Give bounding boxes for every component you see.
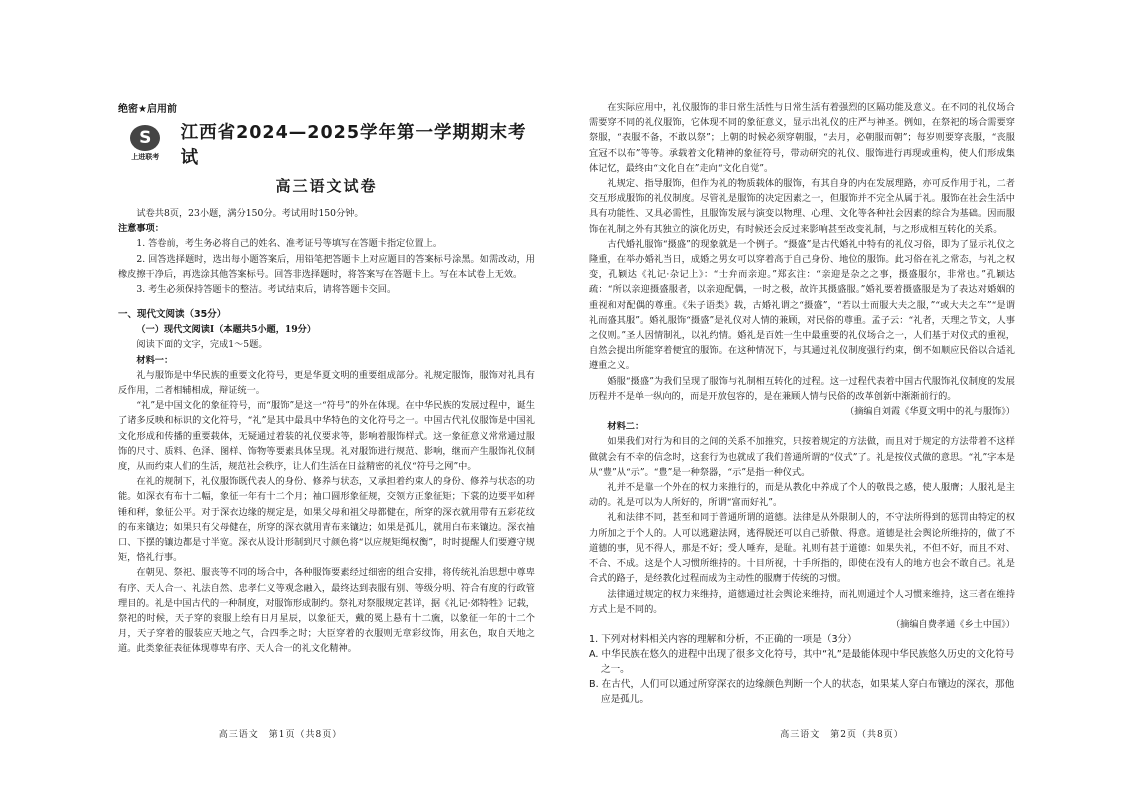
passage-paragraph: 法律通过规定的权力来维持，道德通过社会舆论来维持，而礼则通过个人习惯来维持，这三者在维持方式上是不同的。 [589,588,1015,615]
logo [120,125,171,163]
left-page [0,0,561,794]
passage-paragraph: 如果我们对行为和目的之间的关系不加推究，只按着规定的方法做，而且对于规定的方法带着不这样做就会有不幸的信念时，这套行为也就成了我们普通所谓的“仪式”了。礼是按仪式做的意思。“礼”字本是从“豊”从“示”。“豊”是一种祭器，“示”是指一种仪式。 [589,436,1015,478]
passage-paragraph: 礼与服饰是中华民族的重要文化符号，更是华夏文明的重要组成部分。礼规定服饰，服饰对礼具有反作用，二者相辅相成，辩证统一。 [118,369,535,397]
passage-paragraph: 婚服“摄盛”为我们呈现了服饰与礼制相互转化的过程。这一过程代表着中国古代服饰礼仪制度的发展历程并不是单一纵向的，而是开放包容的，是在兼顾人情与民俗的改革创新中渐渐前行的。 [589,375,1015,402]
question-1-option-a: A. 中华民族在悠久的进程中出现了很多文化符号，其中“礼”是最能体现中华民族悠久历史的文化符号之一。 [589,649,1015,676]
exam-title: 江西省2024—2025学年第一学期期末考试 [180,123,527,168]
notes-heading: 注意事项： [118,223,164,235]
logo-text: 上进联考 [131,153,160,161]
page-footer-left: 高三语文 第1页（共8页） [218,730,343,740]
passage-paragraph: 在实际应用中，礼仪服饰的非日常生活性与日常生活有着强烈的区隔功能及意义。在不同的礼仪场合需要穿不同的礼仪服饰，它体现不同的象征意义，显示出礼仪的庄严与神圣。例如，在祭祀的场合需要穿祭服，“表服不备，不敢以祭”；上朝的时候必须穿朝服，“去月，必朝服而朝”；每岁则要穿丧服，“丧服宜冠不以布”等等。承载着文化精神的象征符号，带动研究的礼仪、服饰进行再现或重构，使人们形成集体记忆，最终由“文化自在”走向“文化自觉”。 [589,102,1015,174]
right-page [561,0,1123,794]
passage-paragraph: 礼规定、指导服饰，但作为礼的物质载体的服饰，有其自身的内在发展理路，亦可反作用于礼，二者交互形成服饰的礼仪制度。尽管礼是服饰的决定因素之一，但服饰并不完全从属于礼。服饰在社会生活中具有功能性、又具必需性，且服饰发展与演变以物理、心理、文化等各种社会因素的综合为基础。因而服饰在礼制之外有其独立的演化历史，有时候还会反过来影响甚至改变礼制，与之形成相互转化的关系。 [589,178,1015,235]
secret-label: 绝密★启用前 [118,104,177,115]
exam-intro: 试卷共8页，23小题，满分150分。考试用时150分钟。 [136,208,364,219]
note-item: 3. 考生必须保持答题卡的整洁。考试结束后，请将答题卡交回。 [136,284,397,296]
question-1-stem: 1. 下列对材料相关内容的理解和分析，不正确的一项是（3分） [589,634,857,646]
logo-mark-icon: S [130,125,160,151]
note-item: 2. 回答选择题时，选出每小题答案后，用铅笔把答题卡上对应题目的答案标号涂黑。如需改动，用橡皮擦干净后，再选涂其他答案标号。回答非选择题时，将答案写在答题卡上。写在本试卷上无效。 [118,253,535,280]
exam-header [120,119,535,169]
passage-paragraph: 礼并不是靠一个外在的权力来推行的，而是从教化中养成了个人的敬畏之感，使人服膺；人服礼是主动的。礼是可以为人所好的，所谓“富而好礼”。 [589,482,1015,509]
passage-paragraph: 礼和法律不同，甚至和同于普通所谓的道德。法律是从外限制人的，不守法所得到的惩罚由特定的权力所加之于个人的。人可以逃避法网，逃得脱还可以自己骄傲、得意。道德是社会舆论所维持的，做了不道德的事，见不得人，那是不好；受人唾弃，是耻。礼则有甚于道德：如果失礼，不但不好，而且不对、不合、不成。这是个人习惯所维持的。十目所视，十手所指的，即使在没有人的地方也会不敢自己。礼是合式的路子，是经教化过程而成为主动性的服膺于传统的习惯。 [589,512,1015,585]
question-1-option-b: B. 在古代，人们可以通过所穿深衣的边缘颜色判断一个人的状态，如果某人穿白布镶边的深衣，那他应是孤儿。 [589,679,1015,706]
page-footer-right: 高三语文 第2页（共8页） [780,730,904,740]
material-1-source: （摘编自刘霞《华夏文明中的礼与服饰》） [845,406,1015,418]
reading-instruction: 阅读下面的文字，完成1～5题。 [136,339,268,351]
passage-paragraph: 古代婚礼服饰“摄盛”的现象就是一个例子。“摄盛”是古代婚礼中特有的礼仪习俗，即为了显示礼仪之隆重，在举办婚礼当日，成婚之男女可以穿着高于自己身份、地位的服饰。此习俗在礼之常态，与礼之权变，孔颖达《礼记·杂记上》：“士弁而亲迎。”郑玄注：“亲迎是杂之之事，摄盛服尔，非常也。”孔颖达疏：“所以亲迎摄盛服者，以亲迎配偶，一时之极，故许其摄盛服。”婚礼要着摄盛服是为了表达对婚姻的重视和对配偶的尊重。《朱子语类》载，古婚礼谓之“摄盛”，“若以士而服大夫之服，”“或大夫之车”“是谓礼而盛其服”。婚礼服饰“摄盛”是礼仪对人情的兼顾，对民俗的尊重。孟子云：“礼者，天理之节文，人事之仪则。”圣人因情制礼，以礼约情。婚礼是百姓一生中最重要的礼仪场合之一，人们基于对仪式的重视，自然会提出所能穿着便宜的服饰。在这种情况下，与其通过礼仪制度强行约束，倒不如顺应民俗以合适礼遵重之义。 [589,238,1015,372]
passage-paragraph: “礼”是中国文化的象征符号，而“服饰”是这一“符号”的外在体现。在中华民族的发展过程中，诞生了诸多反映和标识的文化符号，“礼”是其中最具中华特色的文化符号之一。中国古代礼仪服饰是中国礼文化形成和传播的重要载体，无疑通过着装的礼仪要求等，影响着服饰样式。这一象征意义常常通过服饰的尺寸、质料、色泽、图样、饰物等要素具体呈现。礼对服饰进行规范、影响，继而产生服饰礼仪制度，从而约束人们的生活，规范社会秩序，让人们生活在日益精密的礼仪“符号之网”中。 [118,400,535,473]
section-title: 一、现代文阅读（35分） [118,309,227,321]
passage-paragraph: 在朝见、祭祀、服丧等不同的场合中，各种服饰要素经过细密的组合安排，将传统礼治思想中尊卑有序、天人合一、礼法自然、忠孝仁义等观念融入，最终达到表服有别、等级分明、符合有度的行政管理目的。礼是中国古代的一种制度，对服饰形成制约。祭礼对祭服规定甚详，据《礼记·郊特牲》记载，祭祀的时候，天子穿的衮服上绘有日月星辰，以象征天，戴的冕上悬有十二旒，以象征一年的十二个月，天子穿着的服装应天地之气，合四季之时；大臣穿着的衣服则无章彩纹饰，用玄色，取自天地之道。此类象征表征体现尊卑有序、天人合一的礼文化精神。 [118,567,535,655]
subsection-title: （一）现代文阅读Ⅰ（本题共5小题，19分） [136,324,317,336]
material-1-label: 材料一： [136,354,174,366]
material-2-label: 材料二： [607,421,645,433]
passage-paragraph: 在礼的规制下，礼仪服饰既代表人的身份、修养与状态，又承担着约束人的身份、修养与状态的功能。如深衣有布十二幅，象征一年有十二个月；袖口圆形象征规，交领方正象征矩；下裳的边要平如秤锤和秤，象征公平。对于深衣边缘的规定是，如果父母和祖父母都健在，所穿的深衣就用带有五彩花纹的布来镶边；如果只有父母健在，所穿的深衣就用青布来镶边；如果是孤儿，就用白布来镶边。深衣袖口、下摆的镶边都是寸半宽。深衣从设计形制到尺寸颜色将“以应规矩绳权衡”，时时提醒人们要遵守规矩，恪礼行事。 [118,476,535,564]
note-item: 1. 答卷前，考生务必将自己的姓名、准考证号等填写在答题卡指定位置上。 [136,238,443,250]
material-2-source: （摘编自费孝通《乡土中国》） [890,618,1015,630]
exam-subtitle: 高三语文试卷 [275,177,378,195]
